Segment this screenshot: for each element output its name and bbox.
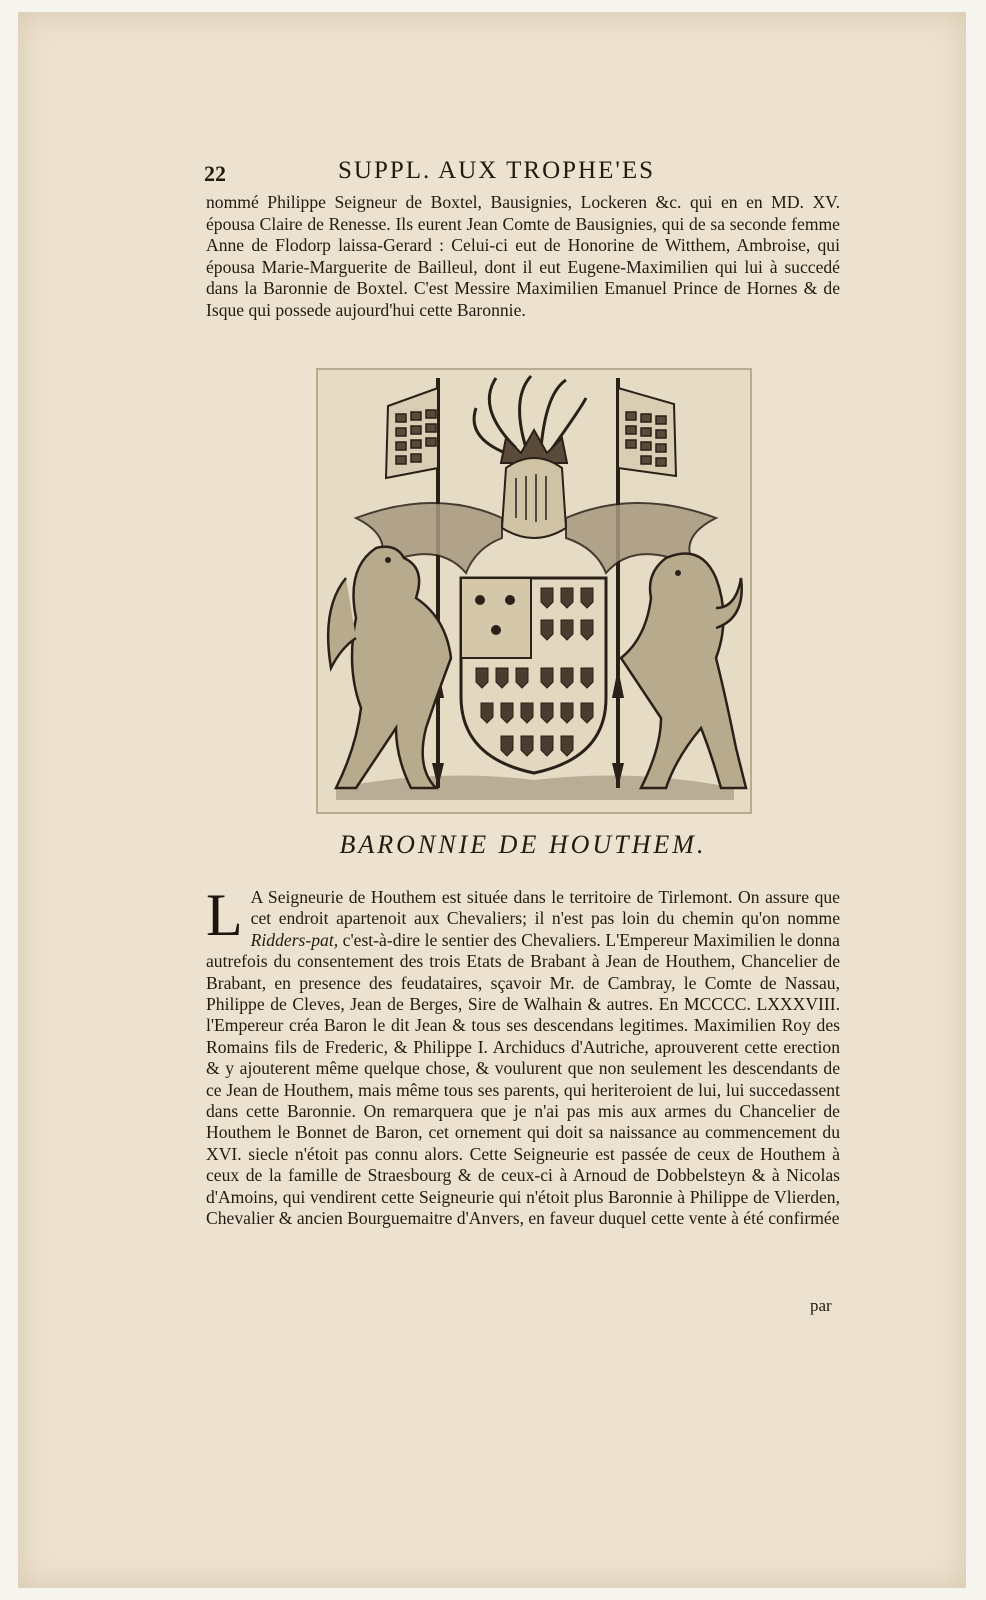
drop-cap: L (206, 882, 243, 948)
opening-paragraph: nommé Philippe Seigneur de Boxtel, Bausignies, Lockeren &c. qui en en MD. XV. épousa Claire de Renesse. Ils eurent Jean Comte de Bausignies, qui de sa seconde femme Anne de Flodorp laissa-Gerard : Celui-ci eut de Honorine de Witthem, Ambroise, qui épousa Marie-Marguerite de Bailleul, dont il eut Eugene-Maximilien qui lui à succedé dans la Baronnie de Boxtel. C'est Messire Maximilien Emanuel Prince de Hornes & de Isque qui possede aujourd'hui cette Baronnie. (206, 192, 840, 320)
coat-of-arms-icon (316, 368, 752, 814)
page-header (204, 157, 844, 191)
running-title: SUPPL. AUX TROPHE'ES (338, 157, 656, 184)
paragraph-text-part2: c'est-à-dire le sentier des Chevaliers. L'Empereur Maximilien le donna autrefois du consentement des trois Etats de Brabant à Jean de Houthem, Chancelier de Brabant, en presence des feudataires, sçavoir Mr. de Cambray, le Comte de Nassau, Philippe de Cleves, Jean de Berges, Sire de Walhain & autres. En MCCCC. LXXXVIII. l'Empereur créa Baron le dit Jean & tous ses descendans legitimes. Maximilien Roy des Romains fils de Frederic, & Philippe I. Archiducs d'Autriche, aprouverent cette erection & y ajouterent même quelque chose, & voulurent que non seulement les descendants de ce Jean de Houthem, mais même tous ses parents, qui heriteroient de lui, lui succedassent dans cette Baronnie. On remarquera que je n'ai pas mis aux armes du Chancelier de Houthem le Bonnet de Baron, cet ornement qui doit sa naissance au commencement du XVI. siecle n'étoit pas connu alors. Cette Seigneurie est passée de ceux de Houthem à ceux de la famille de Straesbourg & de ceux-ci à Arnoud de Dobbelsteyn & à Nicolas d'Amoins, qui vendirent cette Seigneurie qui n'étoit plus Baronnie à Philippe de Vlierden, Chevalier & ancien Bourguemaitre d'Anvers, en faveur duquel cette vente à été confirmée (206, 929, 840, 1229)
section-title: BARONNIE DE HOUTHEM. (339, 830, 707, 859)
page-number: 22 (204, 161, 226, 186)
catchword: par (810, 1296, 832, 1315)
houthem-paragraph (206, 882, 840, 1230)
italic-term: Ridders-pat, (250, 929, 339, 950)
paragraph-text-part1: A Seigneurie de Houthem est située dans le territoire de Tirlemont. On assure que cet endroit apartenoit aux Chevaliers; il n'est pas loin du chemin qu'on nomme (250, 887, 840, 929)
